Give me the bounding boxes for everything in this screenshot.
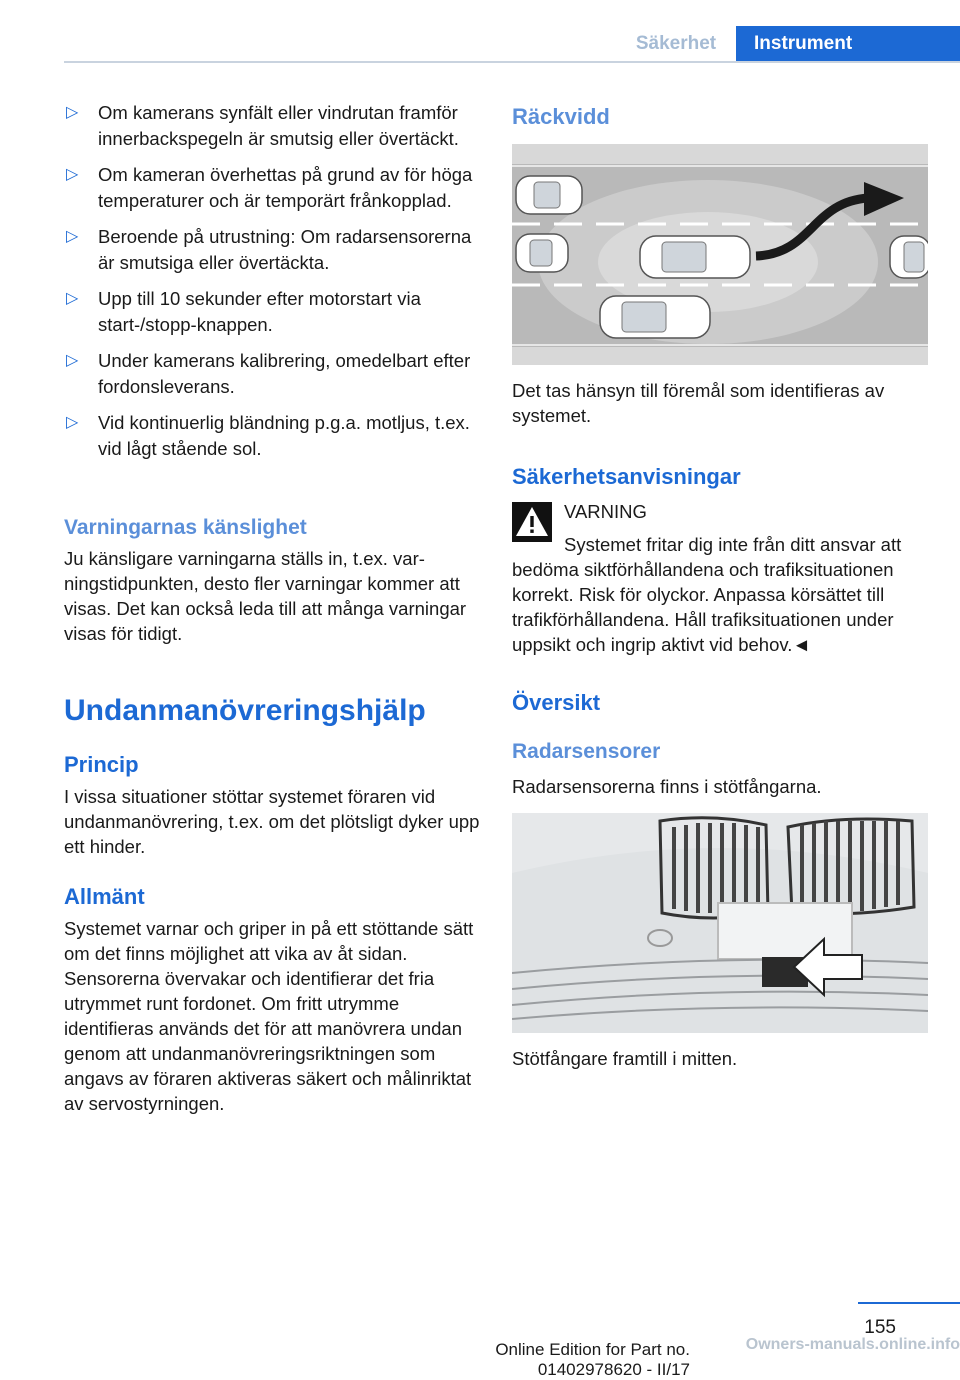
princip-heading: Princip [64,752,139,777]
allmant-heading: Allmänt [64,884,145,909]
radar-sensors-text: Radarsensorerna finns i stötfångarna. [512,776,822,797]
princip-text: I vissa situationer stöttar systemet föraren vid undanmanövrering, t.ex. om det plötsligt dyker upp ett hinder. [64,786,480,857]
list-item: ▷ Vid kontinuerlig bländning p.g.a. motljus, t.ex. vid lågt stående sol. [66,412,470,459]
footer-divider [858,1302,960,1304]
watermark: Owners-manuals.online.info [745,1336,960,1353]
bullet-triangle-icon: ▷ [66,104,79,121]
allmant-text: Systemet varnar och griper in på ett stöttande sätt om det finns möjlighet att vika av åt sidan. Sensorerna övervakar och identifierar det fria utrymmet runt fordonet. Om fritt utrymme identifieras används det för att manövrera undan genom att undanmanövreringsriktningen som angavs av föraren aktiveras säkert och målinriktat av servostyrningen. [64,918,474,1114]
page-number: 155 [864,1317,896,1338]
bullet-triangle-icon: ▷ [66,414,79,431]
bumper-caption: Stötfångare framtill i mitten. [512,1048,738,1069]
list-item: ▷ Under kamerans kalibrering, omedelbart efter fordonsleverans. [66,350,471,397]
header-divider [64,61,960,63]
tab-instrument[interactable]: Instrument [736,26,960,62]
range-illustration [512,144,928,365]
range-caption: Det tas hänsyn till föremål som identifieras av systemet. [512,380,885,426]
list-item: ▷ Om kamerans synfält eller vindrutan framför innerbackspegeln är smutsig eller övertäckt. [66,102,459,149]
rackvidd-heading: Räckvidd [512,104,610,129]
bullet-triangle-icon: ▷ [66,290,79,307]
warning-label: VARNING [564,501,647,522]
warning-sensitivity-heading: Varningarnas känslighet [64,516,307,539]
list-item: ▷ Beroende på utrustning: Om radarsensorerna är smutsiga eller övertäckta. [66,226,472,273]
bullet-triangle-icon: ▷ [66,228,79,245]
page-section-title: Undanmanövreringshjälp [64,694,426,727]
radar-sensors-heading: Radarsensorer [512,740,661,763]
edition-text: Online Edition for Part no. 01402978620 - II/17 [495,1340,690,1379]
bumper-illustration [512,813,928,1033]
overview-heading: Översikt [512,690,601,715]
warning-text: Systemet fritar dig inte från ditt ansvar att bedöma siktförhållandena och trafiksituationen korrekt. Risk för olyckor. Anpassa körsättet till trafikförhållandena. Håll trafiksituationen under uppsikt och ingrip aktivt vid behov.◄ [512,534,902,655]
warning-sensitivity-text: Ju känsligare varningarna ställs in, t.ex. varningstidpunkten, desto fler varningar kommer att visas. Det kan också leda till att många varningar visas för tidigt. [64,548,467,644]
tab-sakerhet[interactable]: Säkerhet [635,33,717,54]
list-item: ▷ Upp till 10 sekunder efter motorstart via start-/stopp-knappen. [66,288,421,335]
safety-heading: Säkerhetsanvisningar [512,464,741,489]
bullet-triangle-icon: ▷ [66,352,79,369]
list-item: ▷ Om kameran överhettas på grund av för höga temperaturer och är temporärt frånkopplad. [66,164,473,211]
condition-list [64,100,476,472]
bullet-triangle-icon: ▷ [66,166,79,183]
